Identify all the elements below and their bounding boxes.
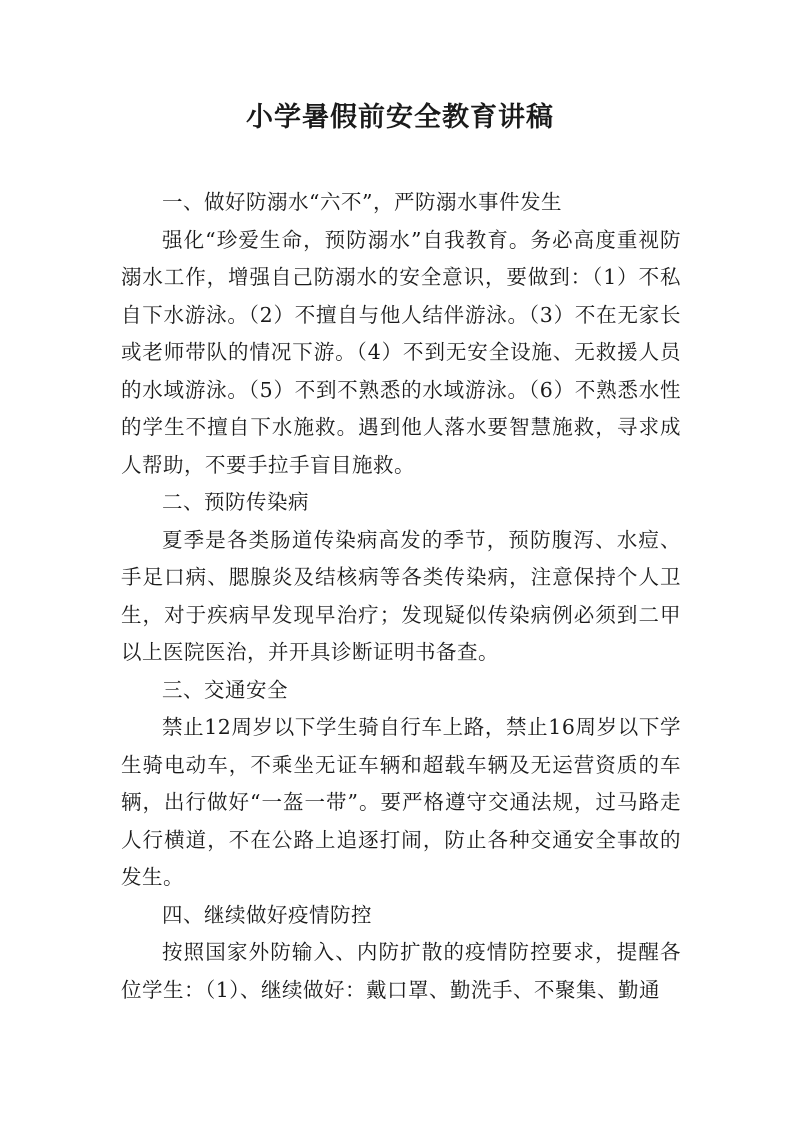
section-heading-traffic-safety: 三、交通安全 (162, 677, 288, 702)
paragraph-infectious-disease: 夏季是各类肠道传染病高发的季节，预防腹泻、水痘、手足口病、腮腺炎及结核病等各类传染病，注意保持个人卫生，对于疾病早发现早治疗；发现疑似传染病例必须到二甲以上医院医治，并开具诊断证明书备查。 (121, 527, 681, 664)
document-body (121, 184, 681, 1009)
section-heading-epidemic-control: 四、继续做好疫情防控 (162, 902, 372, 927)
section-heading-drowning: 一、做好防溺水“六不”，严防溺水事件发生 (162, 190, 562, 214)
section-heading-infectious-disease: 二、预防传染病 (162, 490, 309, 514)
document-title: 小学暑假前安全教育讲稿 (246, 102, 554, 133)
paragraph-traffic-safety: 禁止12周岁以下学生骑自行车上路，禁止16周岁以下学生骑电动车，不乘坐无证车辆和超载车辆及无运营资质的车辆，出行做好“一盔一带”。要严格遵守交通法规，过马路走人行横道，不在公路上追逐打闹，防止各种交通安全事故的发生。 (121, 715, 681, 889)
paragraph-epidemic-control: 按照国家外防输入、内防扩散的疫情防控要求，提醒各位学生：（1）、继续做好：戴口罩、勤洗手、不聚集、勤通 (121, 940, 681, 1002)
paragraph-drowning: 强化“珍爱生命，预防溺水”自我教育。务必高度重视防溺水工作，增强自己防溺水的安全意识，要做到：（1）不私自下水游泳。（2）不擅自与他人结伴游泳。（3）不在无家长或老师带队的情况下游。（4）不到无安全设施、无救援人员的水域游泳。（5）不到不熟悉的水域游泳。（6）不熟悉水性的学生不擅自下水施救。遇到他人落水要智慧施救，寻求成人帮助，不要手拉手盲目施救。 (121, 227, 681, 477)
